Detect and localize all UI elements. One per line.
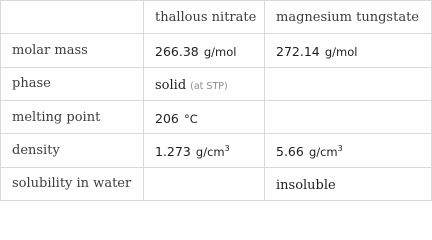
header-thallous-nitrate: thallous nitrate bbox=[144, 1, 265, 34]
unit bbox=[309, 145, 343, 159]
cell-solubility-magnesium-tungstate bbox=[265, 167, 432, 200]
value: 1.273 bbox=[155, 143, 191, 159]
cell-density-magnesium-tungstate bbox=[265, 134, 432, 167]
row-label-density: density bbox=[1, 134, 144, 167]
unit: °C bbox=[183, 111, 198, 126]
header-row bbox=[1, 1, 432, 34]
cell-melting-point-thallous-nitrate bbox=[144, 100, 265, 133]
cell-phase-magnesium-tungstate bbox=[265, 67, 432, 100]
unit-base: g/cm bbox=[195, 144, 225, 159]
value: 5.66 bbox=[276, 143, 304, 159]
row-label-solubility-in-water: solubility in water bbox=[1, 167, 144, 200]
unit-base: g/cm bbox=[308, 144, 338, 159]
row-label-molar-mass: molar mass bbox=[1, 34, 144, 67]
row-label-melting-point: melting point bbox=[1, 100, 144, 133]
unit-exponent: 3 bbox=[337, 143, 343, 153]
table-row-solubility bbox=[1, 167, 432, 200]
unit: g/mol bbox=[203, 44, 237, 59]
cell-molar-mass-magnesium-tungstate bbox=[265, 34, 432, 67]
value: 272.14 bbox=[276, 43, 320, 59]
header-magnesium-tungstate: magnesium tungstate bbox=[265, 1, 432, 34]
cell-density-thallous-nitrate bbox=[144, 134, 265, 167]
table-row-phase bbox=[1, 67, 432, 100]
unit-exponent: 3 bbox=[224, 143, 230, 153]
condition-note: (at STP) bbox=[190, 81, 228, 93]
cell-melting-point-magnesium-tungstate bbox=[265, 100, 432, 133]
header-corner-cell bbox=[1, 1, 144, 34]
table-row-molar-mass bbox=[1, 34, 432, 67]
table-row-density bbox=[1, 134, 432, 167]
cell-solubility-thallous-nitrate bbox=[144, 167, 265, 200]
value: 266.38 bbox=[155, 43, 199, 59]
value: insoluble bbox=[276, 178, 336, 194]
cell-molar-mass-thallous-nitrate bbox=[144, 34, 265, 67]
unit bbox=[196, 145, 230, 159]
row-label-phase: phase bbox=[1, 67, 144, 100]
cell-phase-thallous-nitrate bbox=[144, 67, 265, 100]
unit: g/mol bbox=[324, 44, 358, 59]
value: solid bbox=[155, 78, 187, 94]
value: 206 bbox=[155, 110, 179, 126]
table-row-melting-point bbox=[1, 100, 432, 133]
